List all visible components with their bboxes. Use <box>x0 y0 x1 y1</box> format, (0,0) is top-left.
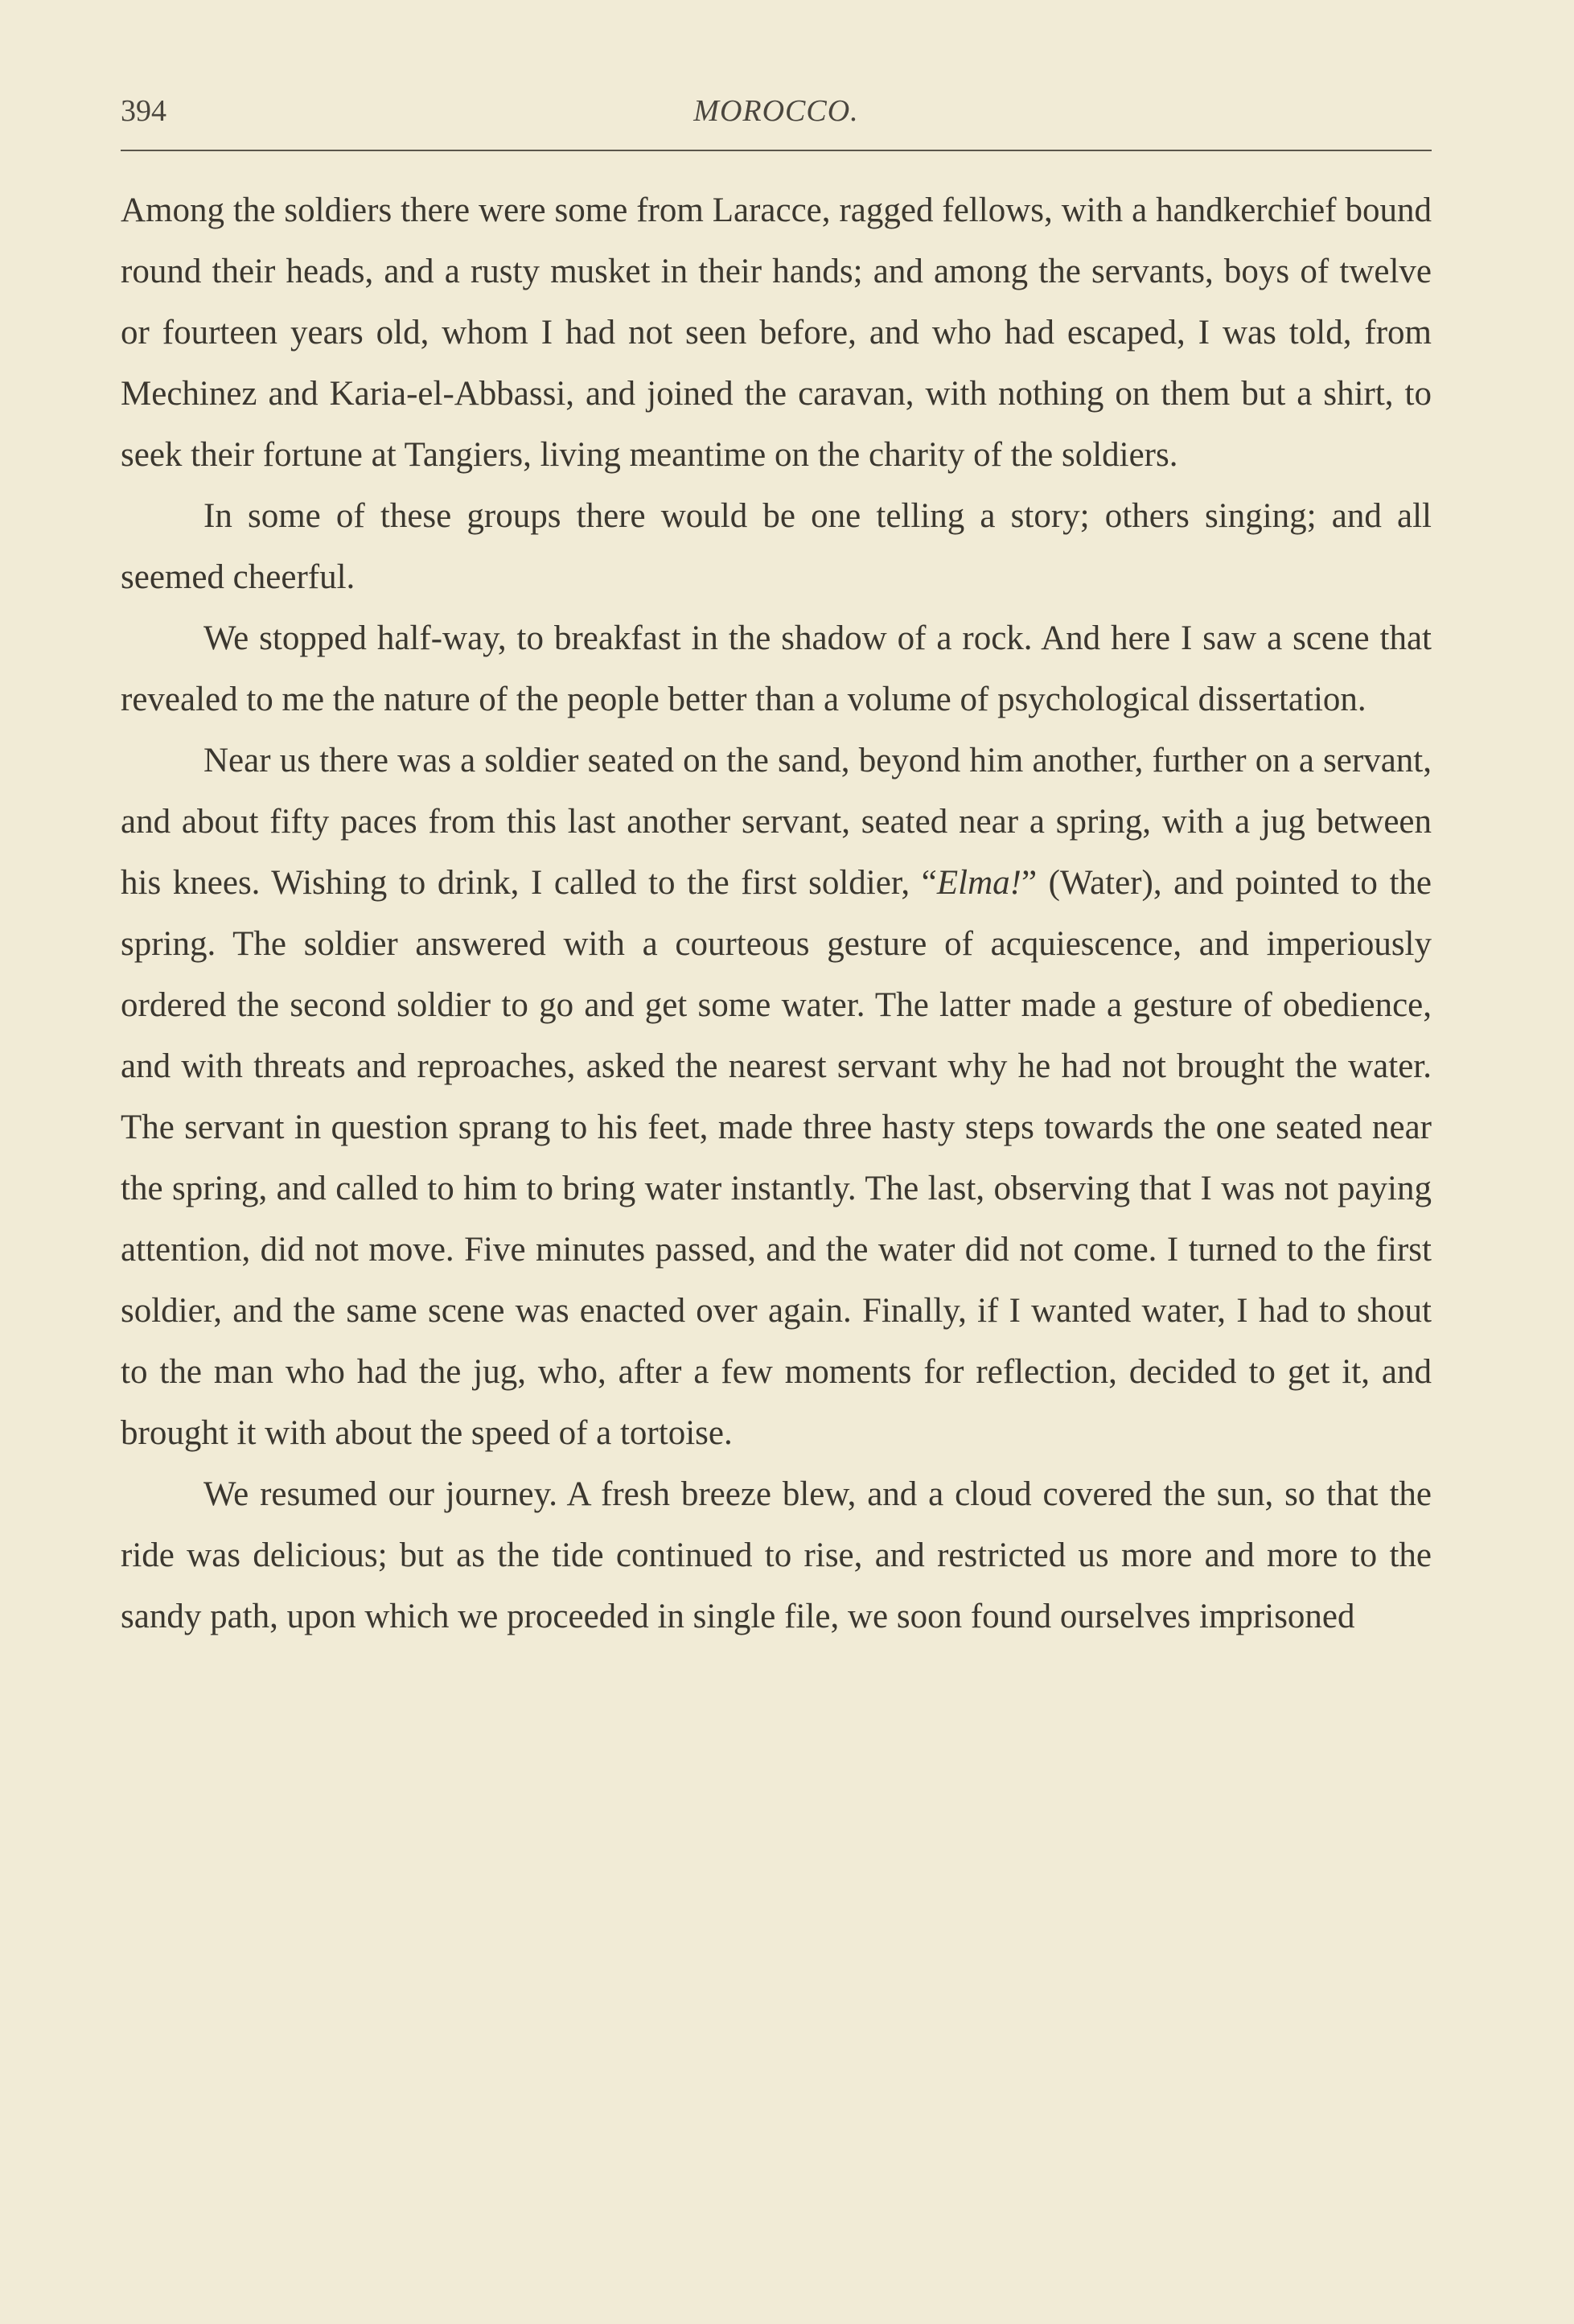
paragraph-text: Near us there was a soldier seated on the sand, beyond him another, further on a servant, and about fifty paces from this last another servant, seated near a spring, with a jug between his knees. Wishing to drink, I called to the first soldier, “ <box>121 742 1432 902</box>
paragraph: We stopped half-way, to breakfast in the shadow of a rock. And here I saw a scene that revealed to me the nature of the people better than a volume of psychological dissertation. <box>121 619 1432 718</box>
page-number: 394 <box>121 94 166 128</box>
paragraph: In some of these groups there would be one telling a story; others singing; and all seemed cheerful. <box>121 497 1432 596</box>
italic-word: Elma! <box>936 864 1021 902</box>
paragraph <box>121 730 1432 1464</box>
paragraph: We resumed our journey. A fresh breeze blew, and a cloud covered the sun, so that the ride was delicious; but as the tide continued to rise, and restricted us more and more to the sandy path, upon which we proceeded in single file, we soon found ourselves imprisoned <box>121 1475 1432 1635</box>
paragraph: Among the soldiers there were some from Laracce, ragged fellows, with a handkerchief bound round their heads, and a rusty musket in their hands; and among the servants, boys of twelve or fourteen years old, whom I had not seen before, and who had escaped, I was told, from Mechinez and Karia-el-Abbassi, and joined the caravan, with nothing on them but a shirt, to seek their fortune at Tangiers, living meantime on the charity of the soldiers. <box>121 191 1432 474</box>
running-title: MOROCCO. <box>693 94 859 128</box>
header-rule <box>121 150 1432 151</box>
paragraph-text: ” (Water), and pointed to the spring. The soldier answered with a courteous gesture of acquiescence, and imperiously ordered the second soldier to go and get some water. The latter made a gesture of obedience, and with threats and reproaches, asked the nearest servant why he had not brought the water. The servant in question sprang to his feet, made three hasty steps towards the one seated near the spring, and called to him to bring water instantly. The last, observing that I was not paying attention, did not move. Five minutes passed, and the water did not come. I turned to the first soldier, and the same scene was enacted over again. Finally, if I wanted water, I had to shout to the man who had the jug, who, after a few moments for reflection, decided to get it, and brought it with about the speed of a tortoise. <box>121 864 1432 1452</box>
running-head <box>121 93 1432 142</box>
body-text <box>121 180 1432 1647</box>
